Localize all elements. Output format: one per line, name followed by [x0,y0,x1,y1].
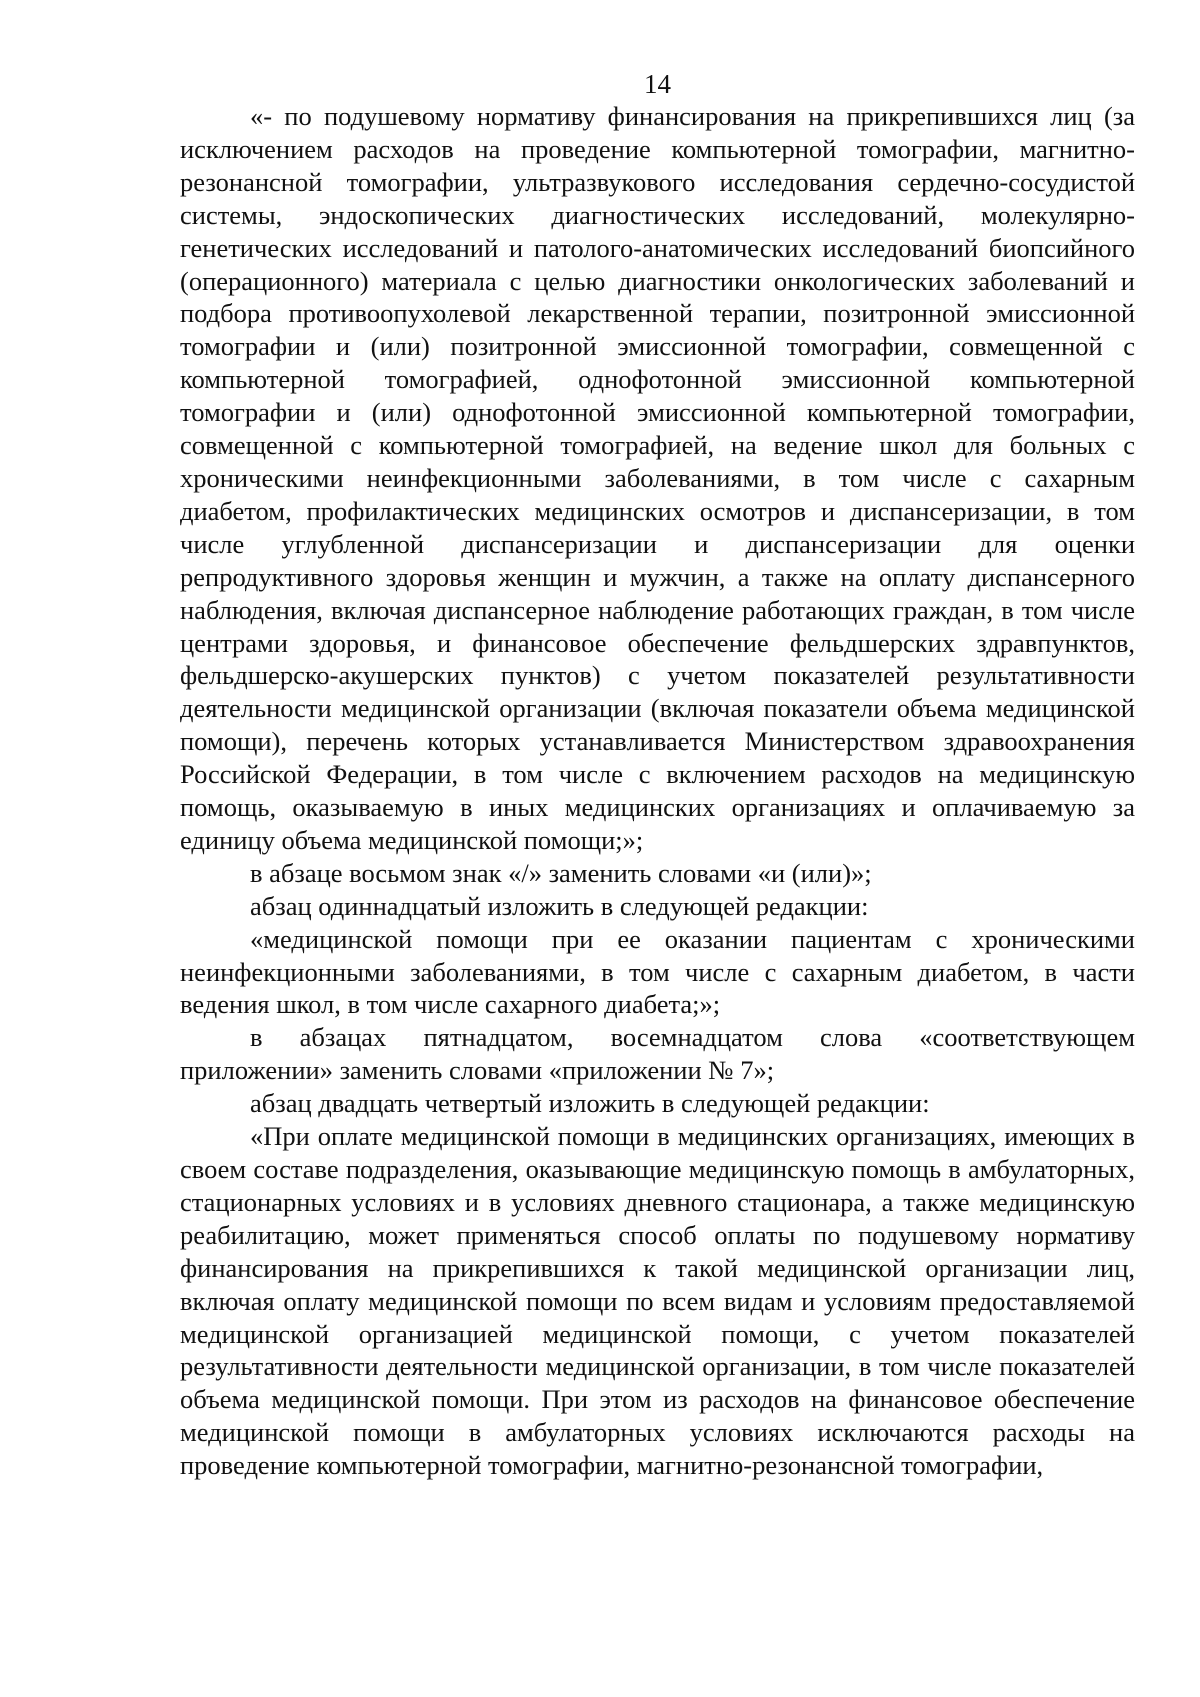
paragraph-amendment-twenty-fourth: абзац двадцать четвертый изложить в следующей редакции: [250,1088,930,1119]
page-number: 14 [644,69,671,99]
paragraph-amendment-fifteenth: в абзацах пятнадцатом, восемнадцатом слова «соответствующем приложении» заменить словами «приложении № 7»; [180,1022,1135,1086]
paragraph-eleventh-text: «медицинской помощи при ее оказании пациентам с хроническими неинфекционными заболеваниями, в том числе с сахарным диабетом, в части ведения школ, в том числе сахарного диабета;»; [180,923,1135,1020]
paragraph-amendment-eleventh: абзац одиннадцатый изложить в следующей редакции: [250,890,869,921]
paragraph-payment-per-capita: «- по подушевому нормативу финансирования на прикрепившихся лиц (за исключением расходов на проведение компьютерной томографии, магнитно-резонансной томографии, ультразвукового исследования сердечно-сосудистой системы, эндоскопических диагностических исследований, молекулярно-генетических исследований и патолого-анатомических исследований биопсийного (операционного) материала с целью диагностики онкологических заболеваний и подбора противоопухолевой лекарственной терапии, позитронной эмиссионной томографии и (или) позитронной эмиссионной томографии, совмещенной с компьютерной томографией, однофотонной эмиссионной компьютерной томографии и (или) однофотонной эмиссионной компьютерной томографии, совмещенной с компьютерной томографией, на ведение школ для больных с хроническими неинфекционными заболеваниями, в том числе с сахарным диабетом, профилактических медицинских осмотров и диспансеризации, в том числе углубленной диспансеризации и диспансеризации для оценки репродуктивного здоровья женщин и мужчин, а также на оплату диспансерного наблюдения, включая диспансерное наблюдение работающих граждан, в том числе центрами здоровья, и финансовое обеспечение фельдшерских здравпунктов, фельдшерско-акушерских пунктов) с учетом показателей результативности деятельности медицинской организации (включая показатели объема медицинской помощи), перечень которых устанавливается Министерством здравоохранения Российской Федерации, в том числе с включением расходов на медицинскую помощь, оказываемую в иных медицинских организациях и оплачиваемую за единицу объема медицинской помощи;»; [180,101,1135,855]
document-page [180,68,1135,1482]
paragraph-amendment-eighth: в абзаце восьмом знак «/» заменить словами «и (или)»; [250,857,872,888]
paragraph-twenty-fourth-text: «При оплате медицинской помощи в медицинских организациях, имеющих в своем составе подразделения, оказывающие медицинскую помощь в амбулаторных, стационарных условиях и в условиях дневного стационара, а также медицинскую реабилитацию, может применяться способ оплаты по подушевому нормативу финансирования на прикрепившихся к такой медицинской организации лиц, включая оплату медицинской помощи по всем видам и условиям предоставляемой медицинской организацией медицинской помощи, с учетом показателей результативности деятельности медицинской организации, в том числе показателей объема медицинской помощи. При этом из расходов на финансовое обеспечение медицинской помощи в амбулаторных условиях исключаются расходы на проведение компьютерной томографии, магнитно-резонансной томографии, [180,1121,1135,1481]
